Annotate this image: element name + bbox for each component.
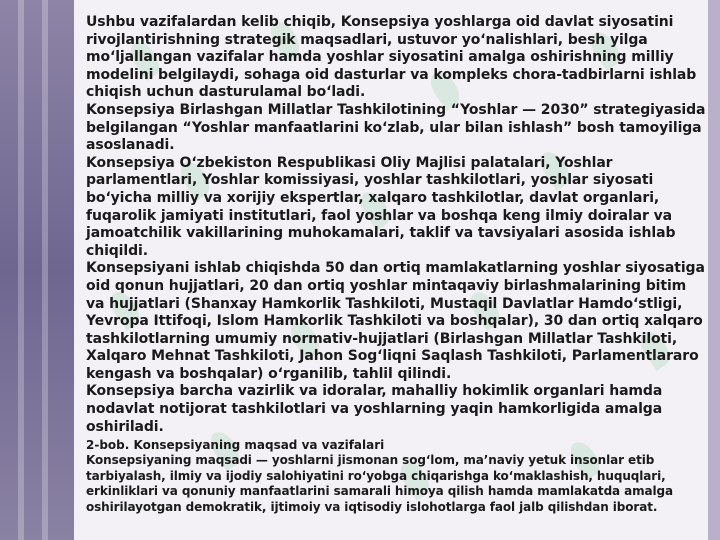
band-stripe (18, 0, 24, 540)
band-stripe (42, 0, 48, 540)
paragraph: Konsepsiya O‘zbekiston Respublikasi Oliy Majlisi palatalari, Yoshlar parlamentlari, Yoshlar komissiyasi, yoshlar tashkilotlari, yoshlar siyosati bo‘yicha milliy va xorijiy ekspertlar, xalqaro tashkilotlar, davlat organlari, fuqarolik jamiyati institutlari, faol yoshlar va boshqa keng ilmiy doiralar va jamoatchilik vakillarining muhokamalari, taklif va tavsiyalari asosida ishlab chiqildi. (86, 154, 676, 259)
paragraph: Konsepsiyani ishlab chiqishda 50 dan ortiq mamlakatlarning yoshlar siyosatiga oid qonun hujjatlari, 20 dan ortiq yoshlar mintaqaviy birlashmalarining bitim va hujjatlari (Shanxay Hamkorlik Tashkiloti, Mustaqil Davlatlar Hamdo‘stligi, Yevropa Ittifoqi, Islom Hamkorlik Tashkiloti va boshqalar), 30 dan ortiq xalqaro tashkilotlarning umumiy normativ-hujjatlari (Birlashgan Millatlar Tashkiloti, Xalqaro Mehnat Tashkiloti, Jahon Sog‘liqni Saqlash Tashkiloti, Parlamentlararo kengash va boshqalar) o‘rganilib, tahlil qilindi. (86, 260, 705, 382)
paragraph: Konsepsiya Birlashgan Millatlar Tashkilotining “Yoshlar — 2030” strategiyasida belgilangan “Yoshlar manfaatlarini ko‘zlab, ular bilan ishlash” bosh tamoyiliga asoslanadi. (86, 101, 706, 154)
right-decorative-band (708, 0, 720, 540)
section-body: Konsepsiyaning maqsadi — yoshlarni jismonan sog‘lom, ma’naviy yetuk insonlar etib tarbiyalash, ilmiy va ijodiy salohiyatini ro‘yobga chiqarishga ko‘maklashish, huquqlari, erkinliklari va qonuniy manfaatlarini samarali himoya qilish hamda mamlakatda amalga oshirilayotgan demokratik, ijtimoiy va iqtisodiy islohotlarga faol jalb qilishdan iborat. (86, 453, 674, 514)
slide-text-body (86, 14, 708, 515)
left-decorative-band (0, 0, 74, 540)
paragraph: Konsepsiya barcha vazirlik va idoralar, mahalliy hokimlik organlari hamda nodavlat notijorat tashkilotlari va yoshlarning yaqin hamkorligida amalga oshiriladi. (86, 383, 663, 435)
paragraph: Ushbu vazifalardan kelib chiqib, Konsepsiya yoshlarga oid davlat siyosatini rivojlantirishning strategik maqsadlari, ustuvor yo‘nalishlari, besh yilga mo‘ljallangan vazifalar hamda yoshlar siyosatini amalga oshirishning milliy modelini belgilaydi, sohaga oid dasturlar va kompleks chora-tadbirlarni ishlab chiqish uchun dasturulamal bo‘ladi. (86, 14, 697, 101)
section-heading: 2-bob. Konsepsiyaning maqsad va vazifalari (86, 438, 385, 453)
